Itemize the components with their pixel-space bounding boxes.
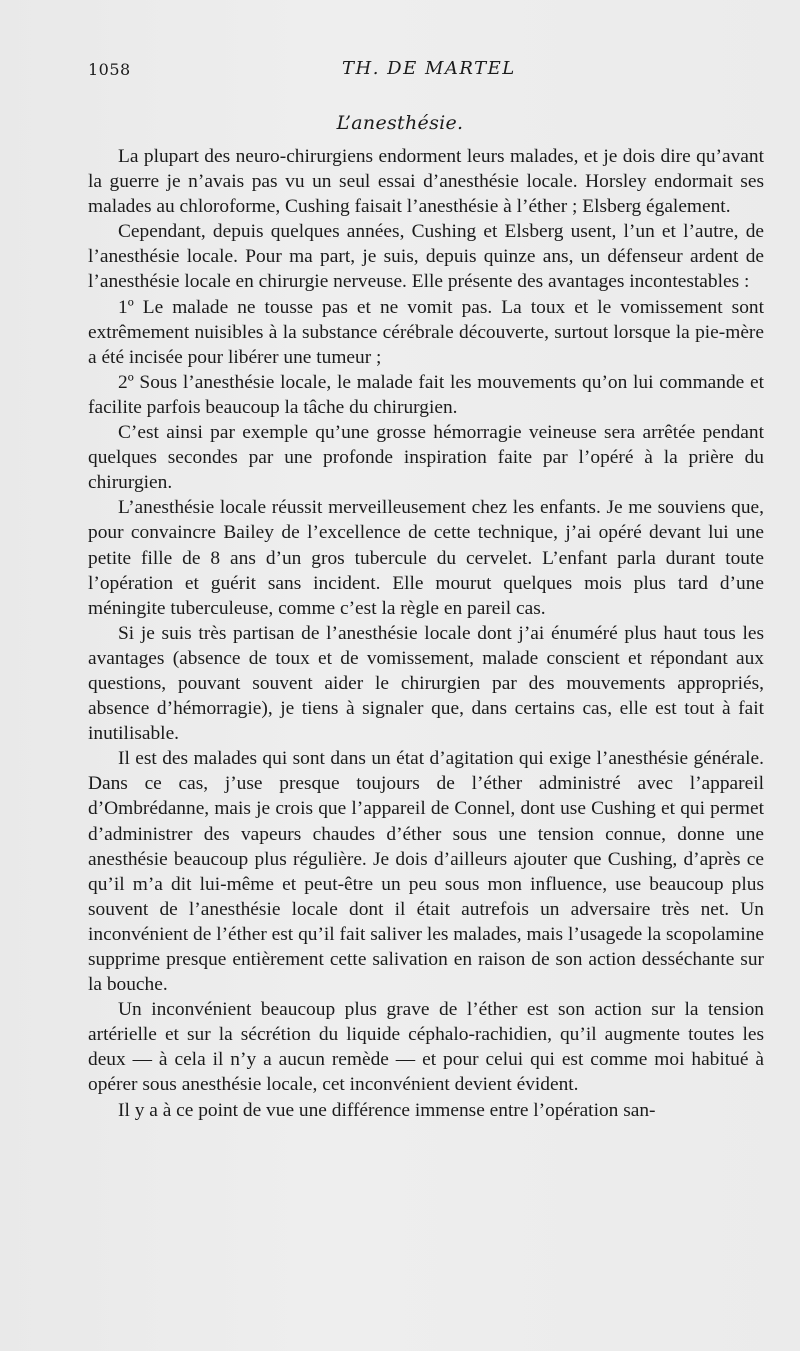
paragraph: Il est des malades qui sont dans un état d’agitation qui exige l’anesthésie générale. Dans ce cas, j’use presque toujours de l’éther administré avec l’appareil d’Ombrédanne, mais je crois que l’appareil de Connel, dont use Cushing et qui permet d’administrer des vapeurs chaudes d’éther sous une tension connue, donne une anesthésie beaucoup plus régulière. Je dois d’ailleurs ajouter que Cushing, d’après ce qu’il m’a dit lui-même et peut-être un peu sous mon influence, use beaucoup plus souvent de l’anesthésie locale dont il était autrefois un adversaire très net. Un inconvénient de l’éther est qu’il fait saliver les malades, mais l’usagede la scopolamine supprime presque entièrement cette salivation en raison de son action desséchante sur la bouche. [88,748,764,996]
paragraph: 1º Le malade ne tousse pas et ne vomit pas. La toux et le vomissement sont extrêmement nuisibles à la substance cérébrale découverte, surtout lorsque la pie-mère a été incisée pour libérer une tumeur ; [88,296,764,368]
page-header [88,58,740,86]
paragraph-continued: Il y a à ce point de vue une différence immense entre l’opération san- [118,1099,656,1121]
paragraph: Si je suis très partisan de l’anesthésie locale dont j’ai énuméré plus haut tous les avantages (absence de toux et de vomissement, malade conscient et répondant aux questions, pouvant souvent aider le chirurgien par des mouvements appropriés, absence d’hémorragie), je tiens à signaler que, dans certains cas, elle est tout à fait inutilisable. [88,622,764,745]
section-title: L’anesthésie. [336,112,464,134]
body-text [88,144,764,1123]
running-head: TH. DE MARTEL [342,58,516,79]
paragraph: 2º Sous l’anesthésie locale, le malade fait les mouvements qu’on lui commande et facilite parfois beaucoup la tâche du chirurgien. [88,371,764,418]
paragraph: L’anesthésie locale réussit merveilleusement chez les enfants. Je me souviens que, pour convaincre Bailey de l’excellence de cette technique, j’ai opéré devant lui une petite fille de 8 ans d’un gros tubercule du cervelet. L’enfant parla durant toute l’opération et guérit sans incident. Elle mourut quelques mois plus tard d’une méningite tuberculeuse, comme c’est la règle en pareil cas. [88,497,764,619]
paragraph: Un inconvénient beaucoup plus grave de l’éther est son action sur la tension artérielle et sur la sécrétion du liquide céphalo-rachidien, qu’il augmente toutes les deux — à cela il n’y a aucun remède — et pour celui qui est comme moi habitué à opérer sous anesthésie locale, cet inconvénient devient évident. [88,999,764,1096]
paragraph: Cependant, depuis quelques années, Cushing et Elsberg usent, l’un et l’autre, de l’anesthésie locale. Pour ma part, je suis, depuis quinze ans, un défenseur ardent de l’anesthésie locale en chirurgie nerveuse. Elle présente des avantages incontestables : [88,221,764,293]
paragraph: La plupart des neuro-chirurgiens endorment leurs malades, et je dois dire qu’avant la guerre je n’avais pas vu un seul essai d’anesthésie locale. Horsley endormait ses malades au chloroforme, Cushing faisait l’anesthésie à l’éther ; Elsberg également. [88,146,764,218]
paragraph: C’est ainsi par exemple qu’une grosse hémorragie veineuse sera arrêtée pendant quelques secondes par une profonde inspiration faite par l’opéré à la prière du chirurgien. [88,422,764,494]
page-number: 1058 [88,60,131,79]
